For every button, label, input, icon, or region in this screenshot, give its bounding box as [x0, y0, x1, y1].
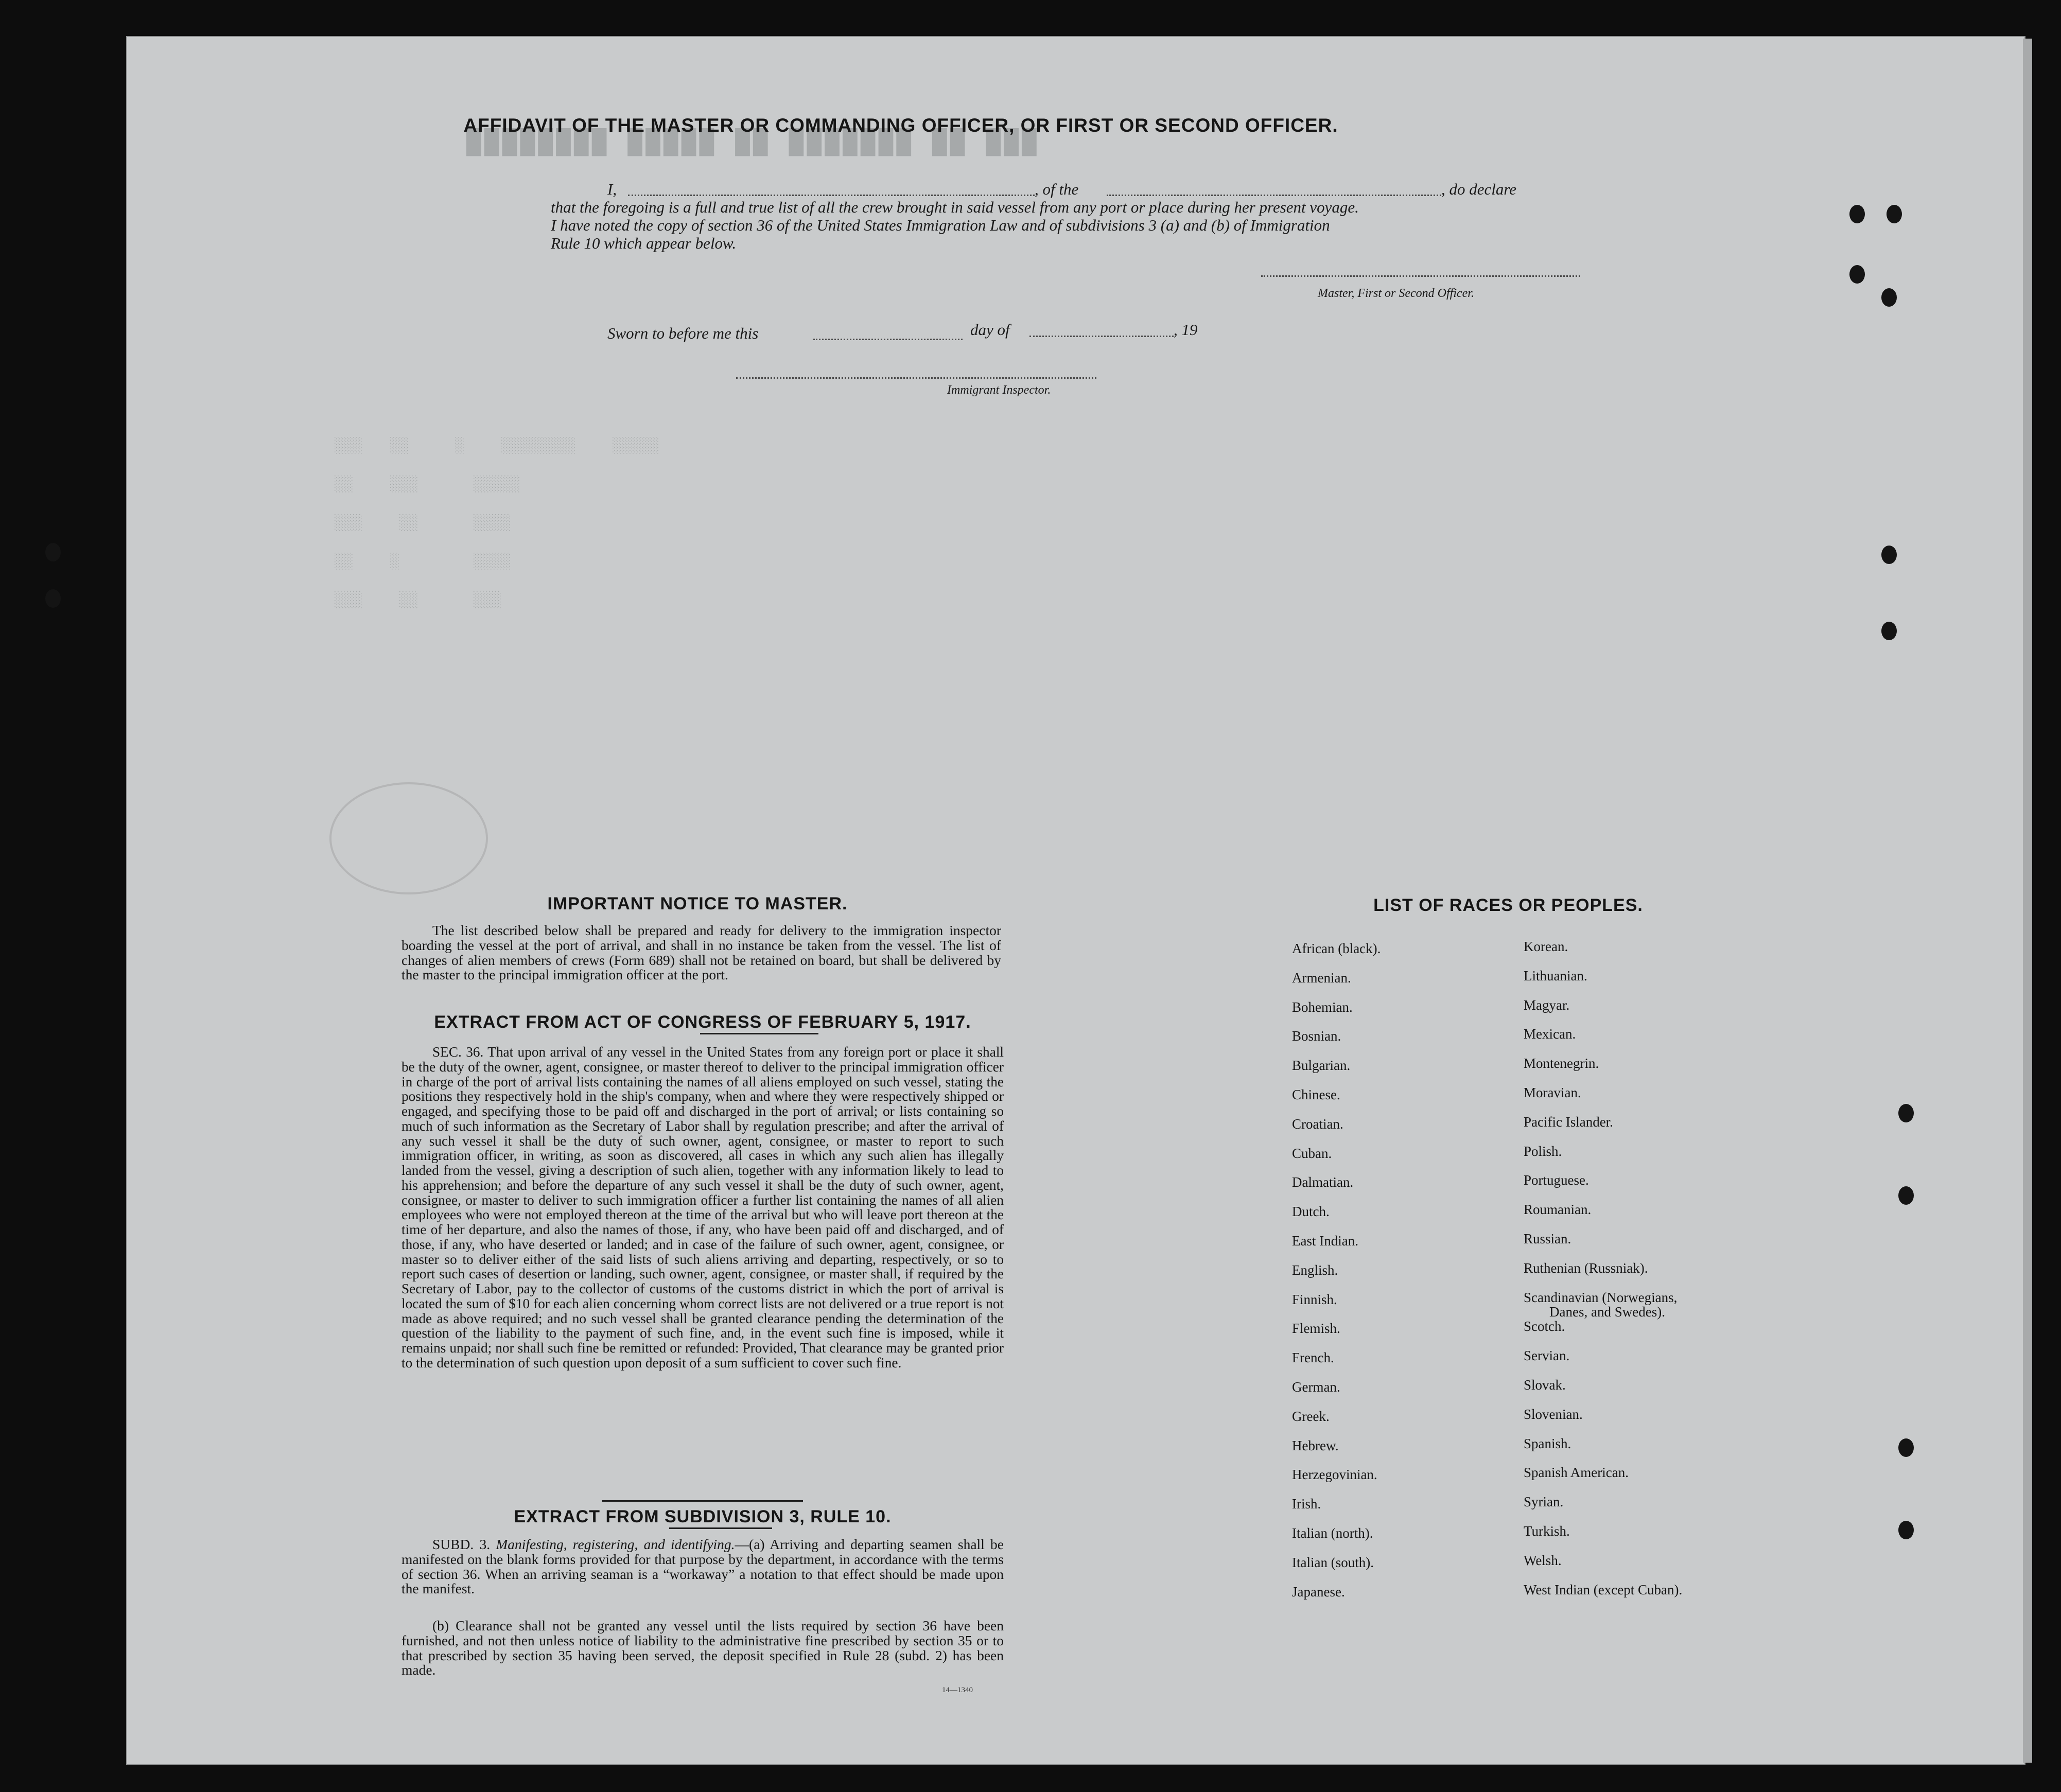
- subd-a-heading: Manifesting, registering, and identifying.: [496, 1536, 735, 1552]
- race-item: Italian (south).: [1292, 1554, 1374, 1570]
- race-item: French.: [1292, 1350, 1334, 1366]
- punch-hole: [1887, 205, 1902, 223]
- race-item: English.: [1292, 1262, 1338, 1278]
- punch-hole: [1881, 288, 1897, 307]
- bleed-through-rows: ░░░ ░░ ░ ░░░░░░░░ ░░░░░ ░░ ░░░ ░░░░░ ░░░ ░░ ░░░░ ░░ ░ ░░░░ ░░░ ░░ ░░░: [335, 437, 659, 609]
- subd-a-lead: SUBD. 3.: [432, 1536, 491, 1552]
- races-title: LIST OF RACES OR PEOPLES.: [1373, 895, 1643, 915]
- punch-hole: [1898, 1438, 1914, 1457]
- race-item: Bohemian.: [1292, 999, 1353, 1015]
- race-item: Italian (north).: [1292, 1525, 1373, 1541]
- form-number: 14—1340: [942, 1686, 973, 1694]
- extract-rule-title: EXTRACT FROM SUBDIVISION 3, RULE 10.: [514, 1507, 892, 1526]
- subd-a-text: —(a) Arriving and departing seamen shall be manifested on the blank forms provided for that purpose by the department, in accordance with the terms of section 36. When an arriving seaman is a “workaway” a notation to that effect should be made upon the manifest.: [401, 1536, 1004, 1597]
- race-item: Spanish American.: [1524, 1465, 1629, 1481]
- title-underline: [669, 1527, 772, 1529]
- race-item: Japanese.: [1292, 1584, 1345, 1600]
- extract-rule-subd-a: [401, 1537, 1004, 1596]
- bleed-through-text: ███ ██ ███████ ██ █████ ████████: [463, 129, 1037, 156]
- race-item: Montenegrin.: [1524, 1056, 1599, 1071]
- race-item: Korean.: [1524, 939, 1568, 954]
- race-item: Scotch.: [1524, 1319, 1565, 1334]
- race-item: Ruthenian (Russniak).: [1524, 1260, 1648, 1276]
- title-underline: [700, 1033, 818, 1034]
- race-item: Scandinavian (Norwegians,: [1524, 1289, 1678, 1305]
- race-item: Danes, and Swedes).: [1549, 1304, 1665, 1320]
- affidavit-line-4: Rule 10 which appear below.: [551, 234, 737, 252]
- race-item: Finnish.: [1292, 1291, 1337, 1307]
- race-item: Greek.: [1292, 1408, 1330, 1424]
- section-divider: [602, 1500, 803, 1502]
- race-item: Dutch.: [1292, 1204, 1330, 1220]
- notice-body: The list described below shall be prepared and ready for delivery to the immigration inspector boarding the vessel at the port of arrival, and shall in no instance be taken from the vessel. The list of changes of alien members of crews (Form 689) shall not be retained on board, but shall be delivered by the master to the principal immigration officer at the port.: [401, 922, 1001, 983]
- race-item: Croatian.: [1292, 1116, 1343, 1132]
- race-item: Mexican.: [1524, 1026, 1576, 1042]
- race-item: Polish.: [1524, 1143, 1562, 1159]
- race-item: Bosnian.: [1292, 1028, 1341, 1044]
- punch-hole: [1881, 622, 1897, 640]
- punch-hole: [1881, 546, 1897, 564]
- punch-hole: [1898, 1104, 1914, 1122]
- race-item: Welsh.: [1524, 1552, 1562, 1568]
- sworn-month-blank[interactable]: [1029, 336, 1174, 337]
- inspector-signature-line[interactable]: [736, 377, 1096, 379]
- race-item: Herzegovinian.: [1292, 1467, 1377, 1483]
- punch-hole: [45, 589, 61, 608]
- race-item: Magyar.: [1524, 997, 1570, 1013]
- punch-hole: [1849, 205, 1865, 223]
- day-of-label: day of: [970, 321, 1010, 339]
- race-item: West Indian (except Cuban).: [1524, 1582, 1683, 1597]
- race-item: Pacific Islander.: [1524, 1114, 1613, 1130]
- race-item: Slovenian.: [1524, 1406, 1583, 1422]
- bleed-through-stamp: [329, 782, 488, 894]
- race-item: East Indian.: [1292, 1233, 1358, 1249]
- affidavit-declare-label: , do declare: [1441, 180, 1517, 198]
- race-item: Russian.: [1524, 1231, 1571, 1246]
- affidavit-i-label: I,: [607, 180, 617, 198]
- sworn-day-blank[interactable]: [813, 339, 963, 340]
- race-item: Turkish.: [1524, 1523, 1570, 1539]
- race-item: German.: [1292, 1379, 1340, 1395]
- affidavit-of-the-label: , of the: [1035, 180, 1079, 198]
- race-item: Spanish.: [1524, 1435, 1571, 1451]
- sworn-label: Sworn to before me this: [607, 324, 759, 342]
- punch-hole: [1898, 1186, 1914, 1205]
- extract-rule-subd-b: (b) Clearance shall not be granted any vessel until the lists required by section 36 have been furnished, and not then unless notice of liability to the administrative fine prescribed by section 35 or to that prescribed by section 35 having been served, the deposit specified in Rule 28 (subd. 2) has been made.: [401, 1618, 1004, 1678]
- year-label: , 19: [1174, 321, 1198, 339]
- punch-hole: [1849, 265, 1865, 284]
- race-item: Cuban.: [1292, 1145, 1332, 1161]
- extract-act-title: EXTRACT FROM ACT OF CONGRESS OF FEBRUARY 5, 1917.: [434, 1012, 971, 1032]
- notice-title: IMPORTANT NOTICE TO MASTER.: [547, 894, 848, 913]
- page-edge: [2023, 39, 2032, 1763]
- affidavit-line-3: I have noted the copy of section 36 of the United States Immigration Law and of subdivisions 3 (a) and (b) of Immigration: [551, 216, 1330, 234]
- race-item: Moravian.: [1524, 1085, 1581, 1100]
- race-item: Armenian.: [1292, 970, 1351, 986]
- affidavit-line-2: that the foregoing is a full and true list of all the crew brought in said vessel from any port or place during her present voyage.: [551, 198, 1359, 216]
- race-item: Syrian.: [1524, 1494, 1564, 1510]
- race-item: Dalmatian.: [1292, 1174, 1354, 1190]
- master-signature-line[interactable]: [1261, 275, 1580, 277]
- race-item: Chinese.: [1292, 1087, 1340, 1102]
- extract-act-body: SEC. 36. That upon arrival of any vessel in the United States from any foreign port or place it shall be the duty of the owner, agent, consignee, or master thereof to deliver to the principal immigration officer in charge of the port of arrival lists containing the names of all aliens employed on such vessel, stating the positions they respectively hold in the ship's company, when and where they were respectively shipped or engaged, and specifying those to be paid off and discharged in the port of arrival; or lists containing so much of such information as the Secretary of Labor shall by regulation prescribe; and after the arrival of any such vessel it shall be the duty of such owner, agent, consignee, or master to report to such immigration officer, in writing, as soon as discovered, all cases in which any such alien has illegally landed from the vessel, giving a description of such alien, together with any information likely to lead to his apprehension; and before the departure of any such vessel it shall be the duty of such owner, agent, consignee, or master to deliver to such immigration officer a further list containing the names of all alien employees who were not employed thereon at the time of the arrival but who will leave port thereon at the time of her departure, and also the names of those, if any, who have been paid off and discharged, and of those, if any, who have deserted or landed; and in case of the failure of such owner, agent, consignee, or master so to deliver either of the said lists of such aliens arriving and departing, respectively, or so to report such cases of desertion or landing, such owner, agent, consignee, or master shall, if required by the Secretary of Labor, pay to the collector of customs of the customs district in which the port of arrival is located the sum of $10 for each alien concerning whom correct lists are not delivered or a true report is not made as above required; and no such vessel shall be granted clearance pending the determination of the question of the liability to the payment of such fine, and, in the event such fine is imposed, while it remains unpaid; nor shall such fine be remitted or refunded: Provided, That clearance may be granted prior to the determination of such question upon deposit of a sum sufficient to cover such fine.: [401, 1044, 1004, 1371]
- race-item: Irish.: [1292, 1496, 1321, 1512]
- race-item: Bulgarian.: [1292, 1058, 1351, 1074]
- affidavit-title: AFFIDAVIT OF THE MASTER OR COMMANDING OFFICER, OR FIRST OR SECOND OFFICER.: [463, 115, 1338, 136]
- race-item: Flemish.: [1292, 1321, 1340, 1337]
- race-item: African (black).: [1292, 941, 1381, 956]
- vessel-name-blank[interactable]: [1107, 195, 1441, 196]
- master-name-blank[interactable]: [628, 195, 1035, 196]
- punch-hole: [1898, 1521, 1914, 1539]
- race-item: Portuguese.: [1524, 1172, 1589, 1188]
- race-item: Servian.: [1524, 1348, 1570, 1364]
- inspector-label: Immigrant Inspector.: [947, 383, 1051, 397]
- race-item: Slovak.: [1524, 1377, 1566, 1393]
- master-signature-label: Master, First or Second Officer.: [1318, 287, 1474, 300]
- race-item: Roumanian.: [1524, 1202, 1592, 1218]
- race-item: Lithuanian.: [1524, 968, 1587, 983]
- punch-hole: [45, 543, 61, 561]
- race-item: Hebrew.: [1292, 1437, 1339, 1453]
